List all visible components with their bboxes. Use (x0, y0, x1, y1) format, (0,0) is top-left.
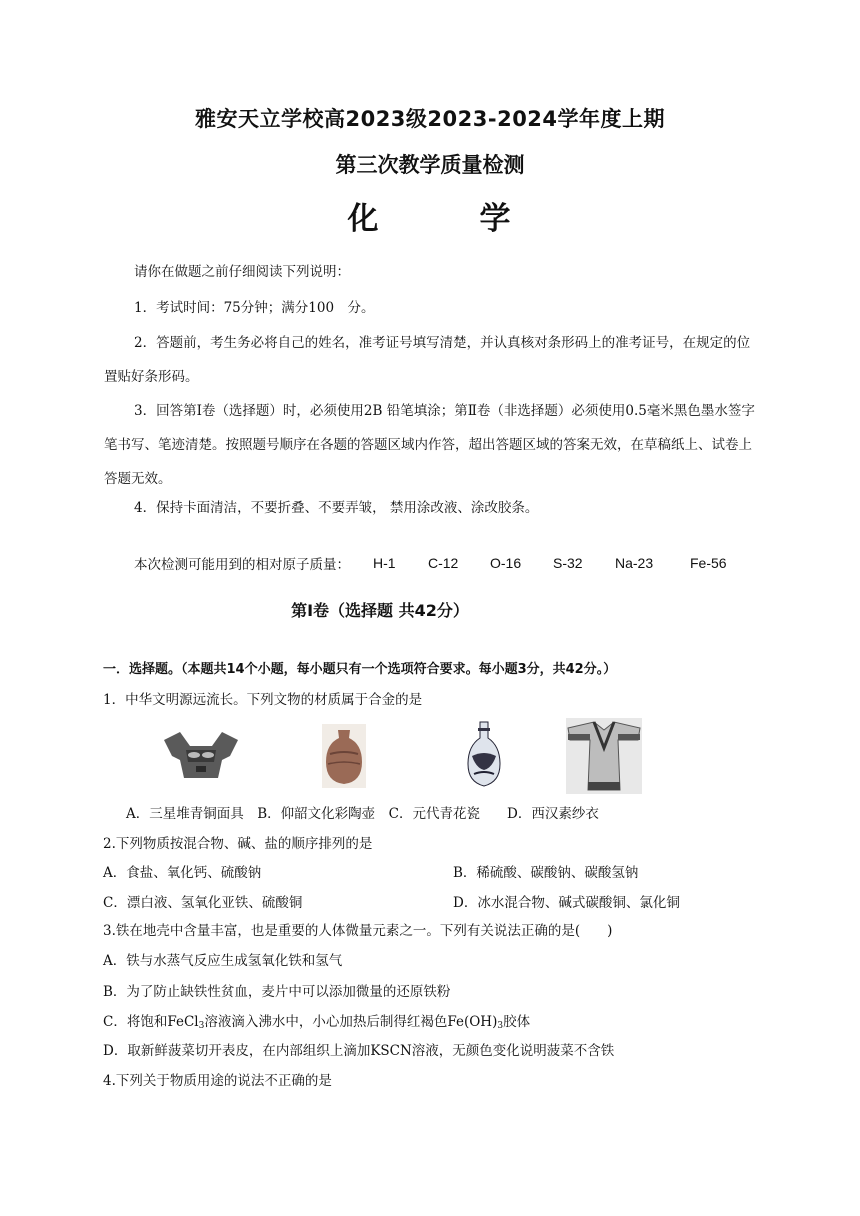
question-1-options: A．三星堆青铜面具 B．仰韶文化彩陶壶 C．元代青花瓷 D．西汉素纱衣 (126, 806, 599, 822)
question-3-option-a: A．铁与水蒸气反应生成氢氧化铁和氢气 (103, 953, 343, 969)
part-heading: 一．选择题。（本题共14个小题，每小题只有一个选项符合要求。每小题3分，共42分。） (103, 662, 617, 677)
instruction-item-4: 4．保持卡面清洁，不要折叠、不要弄皱， 禁用涂改液、涂改胶条。 (134, 500, 539, 516)
question-2-stem: 2.下列物质按混合物、碱、盐的顺序排列的是 (103, 836, 373, 852)
question-2-option-c: C．漂白液、氢氧化亚铁、硫酸铜 (103, 895, 303, 911)
atomic-mass-na: Na-23 (615, 555, 654, 571)
exam-title: 雅安天立学校高2023级2023-2024学年度上期 (194, 107, 666, 131)
question-4-stem: 4.下列关于物质用途的说法不正确的是 (103, 1073, 332, 1089)
atomic-mass-s: S-32 (553, 555, 583, 571)
question-3-option-b: B．为了防止缺铁性贫血，麦片中可以添加微量的还原铁粉 (103, 984, 451, 1000)
painted-pottery-image (322, 724, 366, 788)
question-3-stem: 3.铁在地壳中含量丰富，也是重要的人体微量元素之一。下列有关说法正确的是( ) (103, 923, 613, 939)
exam-subtitle: 第三次教学质量检测 (335, 153, 525, 177)
instructions-intro: 请你在做题之前仔细阅读下列说明： (134, 264, 350, 280)
atomic-mass-fe: Fe-56 (690, 555, 727, 571)
question-2-option-a: A．食盐、氧化钙、硫酸钠 (103, 865, 262, 881)
atomic-mass-c: C-12 (428, 555, 459, 571)
instruction-item-1: 1．考试时间：75分钟；满分100 分。 (134, 300, 375, 316)
section-title: 第Ⅰ卷（选择题 共42分） (291, 601, 469, 620)
question-2-option-b: B．稀硫酸、碳酸钠、碳酸氢钠 (453, 865, 639, 881)
question-3-option-d: D．取新鲜菠菜切开表皮，在内部组织上滴加KSCN溶液，无颜色变化说明菠菜不含铁 (103, 1043, 615, 1059)
silk-garment-image (566, 718, 642, 794)
subject-title: 化 学 (347, 201, 513, 237)
question-3-option-c: C．将饱和FeCl$_3$溶液滴入沸水中，小心加热后制得红褐色$Fe(OH)_3$胶体 (103, 1014, 531, 1031)
instruction-item-2: 2．答题前，考生务必将自己的姓名，准考证号填写清楚，并认真核对条形码上的准考证号，在规定的位置贴好条形码。 (104, 335, 751, 385)
bronze-mask-image (160, 722, 242, 786)
atomic-mass-label: 本次检测可能用到的相对原子质量： (134, 557, 350, 573)
blue-white-porcelain-image (462, 720, 506, 790)
atomic-mass-o: O-16 (490, 555, 522, 571)
instruction-item-3: 3．回答第Ⅰ卷（选择题）时，必须使用2B 铅笔填涂；第Ⅱ卷（非选择题）必须使用0.5毫米黑色墨水签字笔书写、笔迹清楚。按照题号顺序在各题的答题区域内作答，超出答题区域的答案无效，在草稿纸上、试卷上答题无效。 (104, 403, 755, 487)
atomic-mass-h: H-1 (373, 555, 396, 571)
question-2-option-d: D．冰水混合物、碱式碳酸铜、氯化铜 (453, 895, 680, 911)
question-1-stem: 1．中华文明源远流长。下列文物的材质属于合金的是 (103, 692, 423, 708)
